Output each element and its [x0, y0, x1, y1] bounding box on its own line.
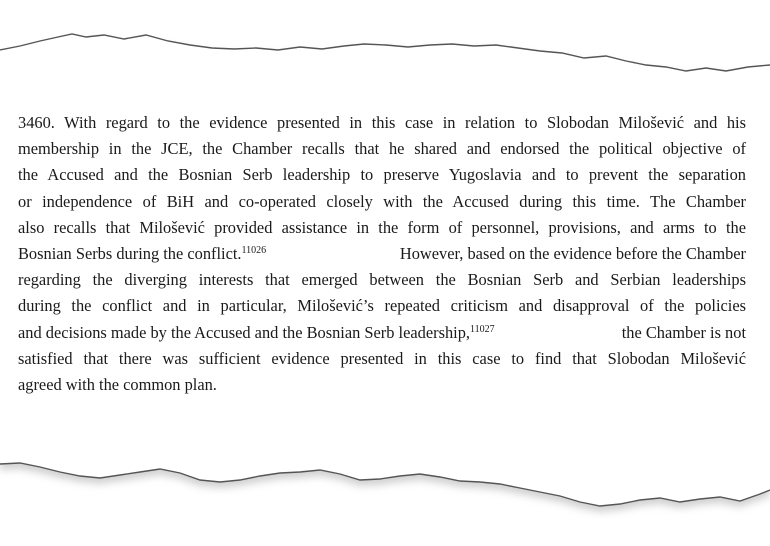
text-line-part: However, based on the evidence before the Chamber — [391, 244, 746, 264]
text-line: during the conflict and in particular, Milošević’s repeated criticism and disapproval of the policies — [18, 296, 746, 316]
text-line — [18, 241, 746, 267]
text-line: 3460. With regard to the evidence presented in this case in relation to Slobodan Milošević and his — [18, 113, 746, 132]
paragraph-3460 — [18, 110, 746, 398]
text-line: regarding the diverging interests that emerged between the Bosnian Serb and Serbian leaderships — [18, 270, 746, 290]
footnote-marker: 11027 — [470, 323, 495, 335]
torn-bottom-edge — [0, 448, 770, 546]
text-line-part: and decisions made by the Accused and the Bosnian Serb leadership,$^{11027}$ — [18, 322, 495, 342]
text-line: agreed with the common plan. — [18, 375, 217, 395]
text-line-part: Bosnian Serbs during the conflict.$^{11026}$ — [18, 244, 267, 264]
text-line: satisfied that there was sufficient evidence presented in this case to find that Slobodan Milošević — [18, 348, 746, 368]
text-line — [18, 320, 746, 346]
text-line: also recalls that Milošević provided assistance in the form of personnel, provisions, and arms to the — [18, 217, 746, 237]
text-line: or independence of BiH and co-operated closely with the Accused during this time. The Chamber — [18, 191, 746, 211]
text-line-part: the Chamber is not — [617, 322, 746, 342]
footnote-marker: 11026 — [241, 245, 267, 257]
text-line: the Accused and the Bosnian Serb leadership to preserve Yugoslavia and to prevent the separation — [18, 165, 746, 185]
text-line: membership in the JCE, the Chamber recalls that he shared and endorsed the political objective of — [18, 139, 746, 159]
torn-top-edge — [0, 0, 770, 100]
